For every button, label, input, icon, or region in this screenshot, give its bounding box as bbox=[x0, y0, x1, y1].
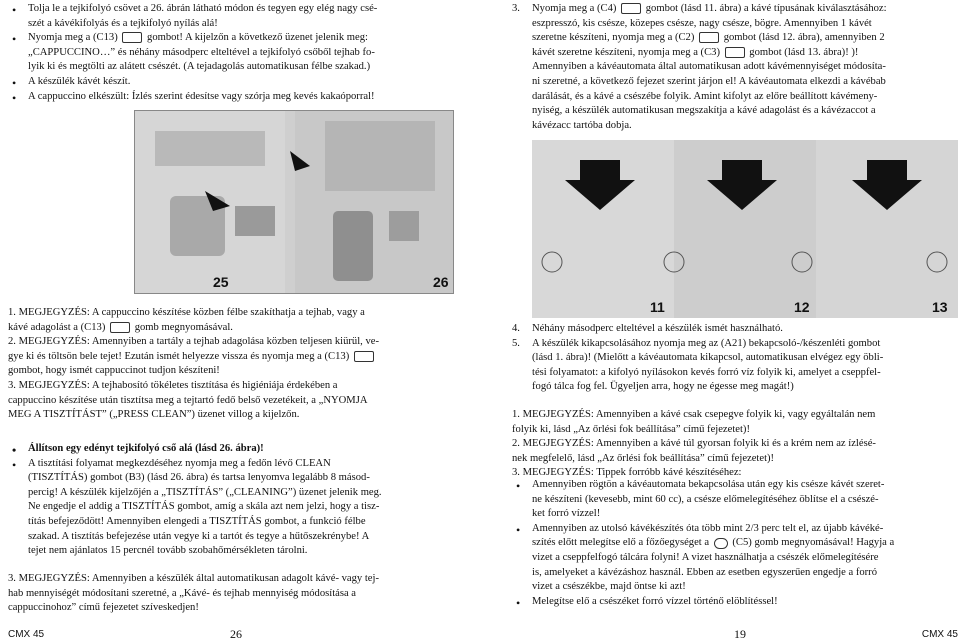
figure-label-11: 11 bbox=[650, 299, 665, 315]
step-4: 4. Néhány másodperc elteltével a készülék ismét használható. bbox=[512, 323, 783, 334]
left-page bbox=[8, 0, 460, 644]
button-illustrations bbox=[532, 140, 958, 318]
one-cup-button-icon bbox=[699, 32, 719, 43]
note-1: 1. MEGJEGYZÉS: A cappuccino készítése közben félbe szakíthatja a tejhab, vagy a kávé adagolást a (C13) gomb megnyomásával. bbox=[8, 307, 365, 333]
tip-2: • Amennyiben az utolsó kávékészítés óta több mint 2/3 perc telt el, az újabb kávéké- szítés előtt melegítse elő a főzőegységet a (C5) gomb megnyomásával! Hagyja a vizet a cseppfelfogó tálcára folyni! A vizet használhatja a csészék előmelegítésére is, amelyeket a kávézáshoz használ. Ebben az esetben egyszerűen engedje a forró vizet a csészékbe, majd öntse ki azt! bbox=[512, 522, 958, 595]
cleaning-step-1: • Állítson egy edényt tejkifolyó cső alá (lásd 26. ábra)! bbox=[8, 442, 460, 457]
two-cup-button-icon bbox=[725, 47, 745, 58]
step-3: 3. Nyomja meg a (C4) gombot (lásd 11. ábra) a kávé típusának kiválasztásához: eszpresszó, kis csésze, közepes csésze, nagy csésze, bögre. Amennyiben 1 kávét szeretne készíteni, nyomja meg a (C2) gombot (lásd 12. ábra), amennyiben 2 kávét szeretne készíteni, nyomja meg a (C3) gombot (lásd 13. ábra)! )! Amennyiben a kávéautomata által automatikusan adott kávémennyiséget módosíta- ni szeretné, a következő fejezet szerint járjon el! A kávéautomata elkezdi a kávébab darálását, és a kávé a csészébe folyik. Amint kifolyt az előre beállított kávémeny- nyiség, a készülék automatikusan megszakítja a kávé adagolást és a kávézaccot a kávézacc tartóba dobja. bbox=[512, 3, 887, 131]
left-page-number: 26 bbox=[230, 627, 242, 642]
cappuccino-button-icon bbox=[110, 322, 130, 333]
cleaning-steps bbox=[8, 442, 460, 559]
cappuccino-button-icon bbox=[354, 351, 374, 362]
right-page bbox=[512, 0, 958, 644]
notes-block bbox=[8, 306, 460, 423]
coffee-type-button-icon bbox=[621, 3, 641, 14]
brew-unit-button-icon bbox=[714, 538, 728, 549]
bullet-3: • A készülék kávét készít. bbox=[8, 75, 460, 90]
right-page-number: 19 bbox=[734, 627, 746, 642]
left-footer: CMX 45 bbox=[8, 629, 45, 641]
step-3-block bbox=[512, 2, 958, 133]
bullet-1: • Tolja le a tejkifolyó csövet a 26. ábrán látható módon és tegyen egy elég nagy csé- szét a kávékifolyás és a tejkifolyó nyílás alá! bbox=[8, 2, 460, 31]
figure-11-12-13 bbox=[532, 140, 958, 318]
right-notes bbox=[512, 408, 958, 481]
figure-25-26 bbox=[134, 110, 454, 294]
figure-label-25: 25 bbox=[213, 274, 229, 290]
steps-4-5 bbox=[512, 322, 958, 395]
tips-list bbox=[512, 478, 958, 609]
figure-label-13: 13 bbox=[932, 299, 948, 315]
note-r1: 1. MEGJEGYZÉS: Amennyiben a kávé csak csepegve folyik ki, vagy egyáltalán nem folyik ki, lásd „Az őrlési fok beállítása” című fejezetet)! bbox=[512, 409, 876, 435]
tip-3: • Melegítse elő a csészéket forró vízzel történő elöblítéssel! bbox=[512, 595, 958, 610]
cappuccino-button-icon bbox=[122, 32, 142, 43]
note-2: 2. MEGJEGYZÉS: Amennyiben a tartály a tejhab adagolása közben teljesen kiürül, ve- gye ki és töltsön bele tejet! Ezután ismét helyezze vissza és nyomja meg a (C13) gombot, hogy ismét cappuccinot tudjon készíteni! bbox=[8, 336, 379, 377]
machine-illustration bbox=[135, 111, 453, 293]
step-5: 5. A készülék kikapcsolásához nyomja meg az (A21) bekapcsoló-/készenléti gombot (lásd 1. ábra)! (Mielőtt a kávéautomata kikapcsol, automatikusan elvégez egy öbli- tési folyamatot: a kifolyó nyílásokon kevés forró víz folyik ki, amelyet a cseppfel- fogó tálca fog fel. Ügyeljen arra, hogy ne égesse meg magát!) bbox=[512, 337, 884, 393]
note-3: 3. MEGJEGYZÉS: A tejhabosító tökéletes tisztítása és higiéniája érdekében a cappuccino készítése után tisztítsa meg a tejtartó fedő belső vezetékeit, a „NYOMJA MEG A TISZTÍTÁST” („PRESS CLEAN”) üzenet villog a kijelzőn. bbox=[8, 380, 368, 421]
figure-label-12: 12 bbox=[794, 299, 810, 315]
top-instructions bbox=[8, 2, 460, 104]
bullet-2: • Nyomja meg a (C13) gombot! A kijelzőn a következő üzenet jelenik meg: „CAPPUCCINO…” és néhány másodperc elteltével a tejkifolyó csőből tejhab fo- lyik ki és megtölti az alátett csészét. (A tejadagolás automatikusan félbe szakad.) bbox=[8, 31, 460, 75]
cleaning-step-2: • A tisztítási folyamat megkezdéséhez nyomja meg a fedőn lévő CLEAN (TISZTÍTÁS) gombot (B3) (lásd 26. ábra) és tartsa lenyomva legalább 8 másod- percig! A készülék kijelzőjén a „TISZTÍTÁS” („CLEANING”) üzenet jelenik meg. Ne engedje el addig a TISZTÍTÁS gombot, amíg a skála azt nem jelzi, hogy a tisz- títás befejeződött! Amennyiben elengedi a TISZTÍTÁS gombot, a funkció félbe szakad. A tisztítás befejezése után vegye ki a tartót és tegye a hűtőszekrénybe! A tejet nem ajánlatos 15 percnél tovább szobahőmérsékleten tárolni. bbox=[8, 457, 460, 559]
right-footer: CMX 45 bbox=[921, 629, 958, 641]
note-r2: 2. MEGJEGYZÉS: Amennyiben a kávé túl gyorsan folyik ki és a krém nem az ízlésé- nek megfelelő, lásd „Az őrlési fok beállítása” című fejezetet)! bbox=[512, 438, 876, 464]
note-3b: 3. MEGJEGYZÉS: Amennyiben a készülék által automatikusan adagolt kávé- vagy tej- hab mennyiségét módosítani szeretné, a „Kávé- és tejhab mennyiség módosítása a cappuccinohoz” című fejezetet szíveskedjen! bbox=[8, 573, 379, 614]
figure-label-26: 26 bbox=[433, 274, 449, 290]
bullet-4: • A cappuccino elkészült: Ízlés szerint édesítse vagy szórja meg kevés kakaóporral! bbox=[8, 90, 460, 105]
tip-1: • Amennyiben rögtön a kávéautomata bekapcsolása után egy kis csésze kávét szeret- ne készíteni (kevesebb, mint 60 cc), a csésze előmelegítéséhez öblítse el a csészé- ket forró vízzel! bbox=[512, 478, 958, 522]
note-r3: 3. MEGJEGYZÉS: Tippek forróbb kávé készítéséhez: bbox=[512, 467, 742, 479]
